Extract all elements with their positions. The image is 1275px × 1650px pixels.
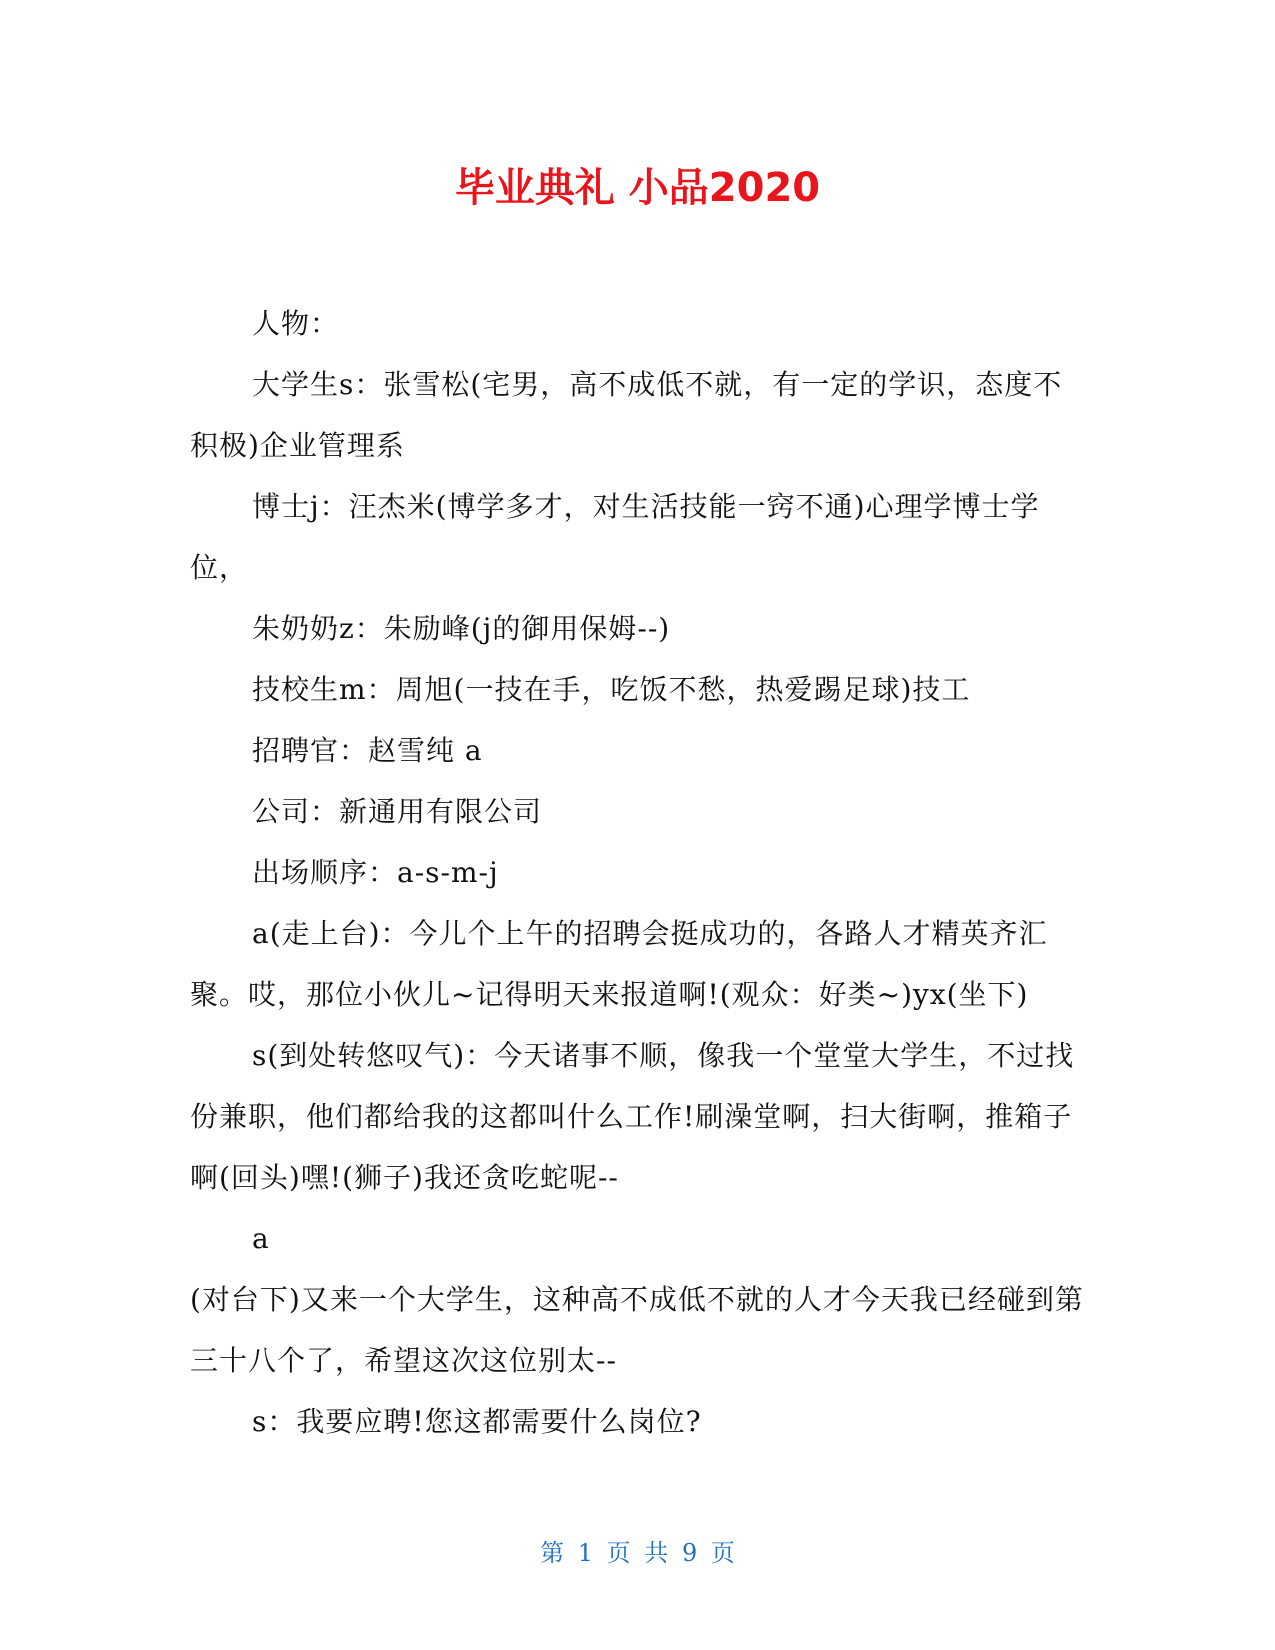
document-body: [190, 293, 1085, 1452]
paragraph: 博士j：汪杰米(博学多才，对生活技能一窍不通)心理学博士学位，: [190, 490, 1040, 584]
paragraph: 人物：: [252, 307, 340, 340]
paragraph: 出场顺序：a-s-m-j: [252, 856, 499, 889]
paragraph: s：我要应聘!您这都需要什么岗位?: [252, 1405, 702, 1438]
document-title: 毕业典礼 小品2020: [454, 165, 821, 211]
paragraph: a(走上台)：今儿个上午的招聘会挺成功的，各路人才精英齐汇聚。哎，那位小伙儿~记得明天来报道啊!(观众：好类~)yx(坐下): [190, 917, 1048, 1011]
paragraph: s(到处转悠叹气)：今天诸事不顺，像我一个堂堂大学生，不过找份兼职，他们都给我的这都叫什么工作!刷澡堂啊，扫大街啊，推箱子啊(回头)嘿!(狮子)我还贪吃蛇呢--: [190, 1039, 1075, 1194]
paragraph: 技校生m：周旭(一技在手，吃饭不愁，热爱踢足球)技工: [252, 673, 971, 706]
paragraph: a: [252, 1222, 270, 1255]
paragraph: 公司：新通用有限公司: [252, 795, 543, 828]
paragraph: 招聘官：赵雪纯 a: [252, 734, 483, 767]
paragraph: 大学生s：张雪松(宅男，高不成低不就，有一定的学识，态度不积极)企业管理系: [190, 368, 1063, 462]
paragraph: 朱奶奶z：朱励峰(j的御用保姆--): [252, 612, 671, 645]
page-number: 第 1 页 共 9 页: [540, 1539, 735, 1567]
paragraph: (对台下)又来一个大学生，这种高不成低不就的人才今天我已经碰到第三十八个了，希望这次这位别太--: [190, 1283, 1084, 1377]
